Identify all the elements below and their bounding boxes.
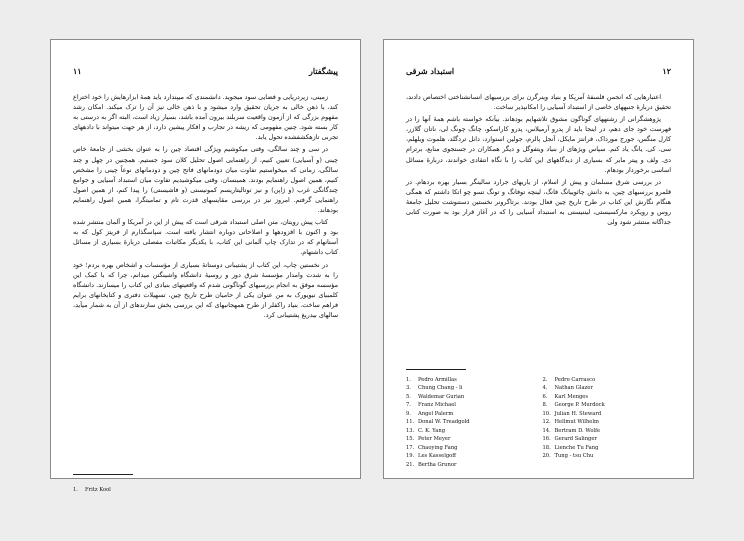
footnote-item <box>543 418 672 426</box>
footnote-number: 12. <box>542 419 551 426</box>
right-page <box>383 39 694 479</box>
footnote-item <box>406 435 535 443</box>
footnote-name: Nathan Glazer <box>554 385 593 392</box>
footnote-number: 17. <box>406 444 415 451</box>
body-text <box>73 92 338 470</box>
footnote-number: 16. <box>542 436 551 443</box>
paragraph: در بررسی شرق مسلمان و پیش از اسلام، از یاریهای جرارد سالینگر بسیار بهره بردهام. در قلمرو بررسیهای چین، به دانش چائوییانگ فانگ، لینچه توفانگ و تونگ تسو چو اتکا داشتم که همگی هنگام نگارش این کتاب در طرح تاریخ چین فعال بودند. برتاگرونر نخستین دستنوشت تحلیل جامعهٔ روس و رویکرد مارکسیستی، لیننیستی به استبداد آسیایی را که در آغاز قرار بود به صورت کتابی جداگانه منتشر شود ولی <box>406 177 671 227</box>
paragraph: پژوهشگرانی از رشتههای گوناگون مشوق تلاشهایم بودهاند. بیآنکه خواسته باشم همهٔ آنها را در فهرست خود جای دهم، در اینجا باید از پدرو آرمیلاس، پدرو کاراسکو، چانگ چونگ لی، ناتان گلازر، کارل منگس، جورج مورداک، فرانتز مایکل، آنجل پالرم، جولین استوارد، دانل تردگلد، هلموت ویلهلم، سی. کی. یانگ یاد کنم. سپاس ویژهای از بنیاد ویتفوگل و دیگر همکاران در جستجوی منابع، برترام دی. ولف و پیتر مایر که بسیاری از دیدگاههای این کتاب را با نگاه انتقادی خواندند، دربارهٔ مسائل اساسی برخوردار بودهام. <box>406 115 671 174</box>
footnote-name: Pedro Armillas <box>418 377 457 383</box>
footnote-number: 2. <box>542 377 548 383</box>
footnote-divider <box>406 369 466 370</box>
footnote-item <box>406 452 535 460</box>
footnote-name: Waldemar Gurian <box>418 393 465 400</box>
footnote-item <box>406 401 535 409</box>
footnote-item <box>406 418 535 426</box>
footnote-item <box>543 384 672 392</box>
footnote-number: 18. <box>542 444 551 451</box>
footnote-name: Tung - tsu Chu <box>554 453 594 460</box>
footnote-number: 20. <box>542 453 551 460</box>
footnote-number: 21. <box>406 461 415 468</box>
footnotes <box>406 376 671 469</box>
footnote-name: Bertha Grunor <box>418 461 457 468</box>
footnote-name: Lienche Tu Fang <box>554 444 599 451</box>
footnote-item <box>543 452 672 460</box>
footnote-item <box>543 401 672 409</box>
footnotes <box>73 486 338 494</box>
footnote-name: Chaoying Fang <box>418 444 458 451</box>
footnote-number: 3. <box>406 385 411 392</box>
footnote-number: 15. <box>406 436 415 443</box>
page-number: ۱۱ <box>73 66 82 76</box>
footnote-name: Julian H. Steward <box>554 410 602 417</box>
footnote-name: Donal W. Treadgold <box>418 419 470 426</box>
footnote-item <box>543 435 672 443</box>
footnote-name: C. K. Yang <box>418 427 446 434</box>
paragraph: در سی و چند سالگی، وقتی میکوشیم ویژگی اقتصاد چین را به عنوان بخشی از جامعهٔ خاص چینی (و آسیایی) تعیین کنیم، از راهنمایی اصول تحلیل کلان سود جستیم. همچنین در چهل و چند سالگی، زمانی که میخواستیم تفاوت میان دودمانهای فاتح چین و دودمانهای نوعاً چینی را مشخص کنیم، همین اصول راهنمایم بودند. همینسان، وقتی میکوشیدیم تفاوت میان استبداد آسیایی و جوامع چندگانگی غرب (و ژاپن) و نیز توتالیتاریسم کمونیستی (و فاشیستی) را پیدا کنم، از همین اصول راهنمایی گرفتم. امروز نیز در بررسی مقایسهای قدرت تام و تمامیتگرا، همین اصول راهنمایم بودهاند. <box>73 145 338 215</box>
footnote-name: Bertram D. Wolfe <box>554 427 601 434</box>
footnote-name: Franz Michael <box>418 402 456 409</box>
footnote-item <box>406 376 535 384</box>
footnote-divider <box>73 474 133 475</box>
body-text <box>406 92 671 360</box>
footnote-item <box>543 376 672 384</box>
footnote-item <box>406 410 535 418</box>
footnote-number: 1. <box>406 377 411 383</box>
page-number: ۱۲ <box>662 66 671 76</box>
footnote-list <box>406 376 671 469</box>
footnote-number: 1. <box>73 487 78 493</box>
footnote-number: 19. <box>406 453 415 460</box>
footnote-number: 5. <box>406 393 411 400</box>
paragraph: اعتبارهایی که انجمن فلسفهٔ آمریکا و بنیاد وینرگرن برای بررسیهای انسانشناختی اختصاص دادند، تحقیق دربارهٔ جنبههای خاصی از استبداد آسیایی را امکانپذیر ساخت. <box>406 93 671 112</box>
footnote-item <box>543 393 672 401</box>
footnote-item <box>543 427 672 435</box>
footnote-number: 10. <box>542 410 551 417</box>
footnote-item <box>406 461 535 469</box>
footnote-number: 4. <box>542 385 548 392</box>
left-page <box>50 39 361 493</box>
footnote-item <box>543 410 672 418</box>
footnote-number: 9. <box>406 410 411 417</box>
paragraph: کتاب پیش رویتان، متن اصلی استبداد شرقی است که پیش از این در آمریکا و آلمان منتشر شده بود و اکنون با افزودهها و اصلاحاتی دوباره انتشار یافته است. سپاسگذارم از فریتز کول که به آستانهام که در تدارک چاپ آلمانی این کتاب، با یکدیگر مکاتبات مفصلی دربارهٔ بسیاری از مسائل کتاب داشتهام. <box>73 218 338 257</box>
footnote-item <box>406 384 535 392</box>
footnote-number: 13. <box>406 427 415 434</box>
footnote-number: 11. <box>406 419 415 426</box>
footnote-name: Angel Palerm <box>418 410 454 417</box>
footnote-number: 6. <box>542 393 548 400</box>
footnote-name: Gerard Salinger <box>554 436 597 443</box>
page-header <box>73 66 338 76</box>
page-header <box>406 66 671 76</box>
footnote-name: Peter Meyer <box>418 436 451 443</box>
footnote-name: Fritz Kool <box>85 487 111 493</box>
footnote-number: 8. <box>542 402 548 409</box>
footnote-number: 14. <box>542 427 551 434</box>
running-title: پیشگفتار <box>309 66 338 76</box>
footnote-item <box>73 486 338 494</box>
footnote-number: 7. <box>406 402 411 409</box>
footnote-item <box>406 427 535 435</box>
footnote-name: Les Kasselgoff <box>418 453 456 460</box>
footnote-item <box>406 444 535 452</box>
footnote-name: Hellmut Wilhelm <box>554 419 599 426</box>
footnote-name: Karl Menges <box>554 393 589 400</box>
footnote-item <box>406 393 535 401</box>
footnote-name: Pedro Carrasco <box>554 377 596 383</box>
paragraph: زمینی، زیردریایی و فضایی سود میجوید. دانشمندی که میپندارد باید همهٔ ابزارهایش را خود اختراع کند، با ذهن خالی به جریان تحقیق وارد میشود و با ذهن خالی نیز آن را ترک میکند. امکان رشد مفهوم بزرگی که از آزمون واقعیت سربلند بیرون آمده باشد، بسیار زیاد است، البته اگر به درستی به کار بسته شود. چنین مفهومی که ریشه در تجارب و افکار پیشین دارد، از هر جهت میتواند با دادههای تجربی تازهکشفشده تحول یابد. <box>73 93 338 142</box>
footnote-name: George P. Murdock <box>554 402 605 409</box>
footnote-item <box>543 444 672 452</box>
paragraph: در نخستین چاپ، این کتاب از پشتیبانی دوستانهٔ بسیاری از مؤسسات و اشخاص بهره بردم؛ خود را به شدت وامدار مؤسسهٔ شرق دور و روسیهٔ دانشگاه واشینگتن میدانم، چرا که با کمک این مؤسسه موفق به انجام بررسیهای گوناگونی شدم که واقعیتهای بنیادی این کتاب را میسازند. دانشگاه کلمبیای نیویورک به من عنوان یکی از حامیان طرح تاریخ چین، تسهیلات دفتری و کتابخانهای برایم فراهم ساخت. بنیاد راکفلر از طرح همهجانبهای که این بررسی بخش سازندهای از آن به شمار میآید، سالهای بیدریغ پشتیبانی کرد. <box>73 260 338 319</box>
footnote-name: Chung Chang - li <box>418 385 463 392</box>
running-title: استبداد شرقی <box>406 66 455 76</box>
